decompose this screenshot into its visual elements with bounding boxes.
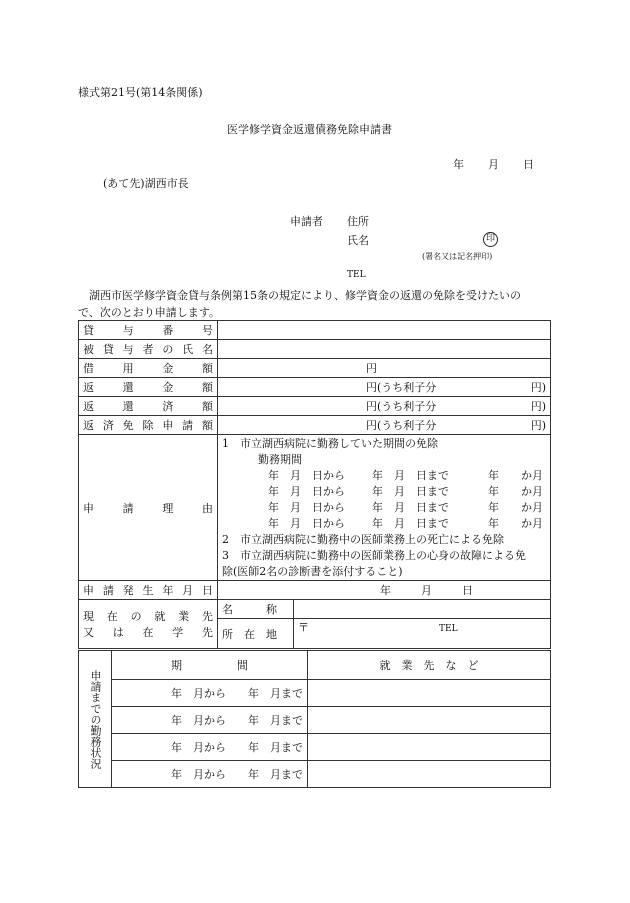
loan-number-field[interactable] (218, 321, 551, 340)
work-place-field[interactable] (308, 707, 551, 734)
yen-close: 円) (530, 419, 546, 432)
borrower-name-field[interactable] (218, 340, 551, 359)
period-row: 年 月 日から 年 月 日まで 年 か月 (268, 469, 543, 482)
reason-field[interactable] (218, 435, 551, 581)
workplace-name-label: 名 称 (218, 600, 294, 619)
work-place-field[interactable] (308, 761, 551, 788)
borrowed-amount-field[interactable] (218, 359, 551, 378)
workplace-address-field[interactable] (294, 619, 551, 649)
exempt-amount-field[interactable] (218, 416, 551, 435)
period-header: 期 間 (112, 651, 308, 680)
date-day: 日 (523, 158, 534, 171)
yen-interest: 円(うち利子分 (366, 381, 437, 394)
applicant-label: 申請者 (290, 215, 323, 228)
period-row: 年 月 日から 年 月 日まで 年 か月 (268, 501, 543, 514)
repaid-amount-label: 返 還 済 額 (79, 397, 218, 416)
address-label: 住所 (347, 215, 369, 228)
repay-amount-field[interactable] (218, 378, 551, 397)
reason-label: 申 請 理 由 (79, 435, 218, 581)
work-history-side-label: 申請までの勤務状況 (79, 651, 112, 788)
workplace-name-field[interactable] (294, 600, 551, 619)
work-history-table (78, 650, 551, 788)
workplace-address-label: 所 在 地 (218, 619, 294, 649)
day-unit: 日 (462, 584, 473, 597)
work-period[interactable]: 年 月から 年 月まで (112, 707, 308, 734)
name-label: 氏名 (347, 234, 369, 247)
yen-interest: 円(うち利子分 (366, 419, 437, 432)
date-month: 月 (488, 158, 499, 171)
page-title: 医学修学資金返還債務免除申請書 (227, 123, 392, 136)
tel-label: TEL (347, 270, 366, 280)
borrower-name-label: 被 貸 与 者 の 氏 名 (79, 340, 218, 359)
work-period[interactable]: 年 月から 年 月まで (112, 680, 308, 707)
repaid-amount-field[interactable] (218, 397, 551, 416)
workplace-tel: TEL (439, 624, 458, 634)
date-year: 年 (453, 158, 464, 171)
workplace-label: 現 在 の 就 業 先 又 は 在 学 先 (79, 600, 218, 649)
loan-number-label: 貸 与 番 号 (79, 321, 218, 340)
reason-item-1: 1 市立湖西病院に勤務していた期間の免除 (222, 437, 438, 450)
sign-note: (署名又は記名押印) (422, 252, 493, 261)
reason-item-2: 2 市立湖西病院に勤務中の医師業務上の死亡による免除 (222, 533, 504, 546)
yen-close: 円) (530, 381, 546, 394)
occurrence-date-field[interactable] (218, 581, 551, 600)
work-period[interactable]: 年 月から 年 月まで (112, 734, 308, 761)
form-number: 様式第21号(第14条関係) (78, 86, 203, 99)
occurrence-date-label: 申 請 発 生 年 月 日 (79, 581, 218, 600)
repay-amount-label: 返 還 金 額 (79, 378, 218, 397)
reason-item-3: 3 市立湖西病院に勤務中の医師業務上の心身の故障による免 (222, 549, 526, 562)
seal-icon: 印 (483, 232, 498, 247)
period-label: 勤務期間 (258, 453, 302, 466)
work-period[interactable]: 年 月から 年 月まで (112, 761, 308, 788)
addressee: (あて先)湖西市長 (103, 177, 189, 190)
month-unit: 月 (421, 584, 432, 597)
intro-line-1: 湖西市医学修学資金貸与条例第15条の規定により、修学資金の返還の免除を受けたいの (89, 289, 521, 302)
intro-line-2: で、次のとおり申請します。 (78, 306, 220, 319)
postal-mark: 〒 (298, 621, 309, 634)
year-unit: 年 (380, 584, 391, 597)
yen-interest: 円(うち利子分 (366, 400, 437, 413)
exempt-amount-label: 返 済 免 除 申 請 額 (79, 416, 218, 435)
application-table (78, 320, 551, 649)
work-place-field[interactable] (308, 734, 551, 761)
yen-unit: 円 (366, 362, 377, 375)
workplace-header: 就 業 先 な ど (308, 651, 551, 680)
period-row: 年 月 日から 年 月 日まで 年 か月 (268, 485, 543, 498)
yen-close: 円) (530, 400, 546, 413)
work-place-field[interactable] (308, 680, 551, 707)
reason-item-3b: 除(医師2名の診断書を添付すること) (222, 565, 403, 578)
borrowed-amount-label: 借 用 金 額 (79, 359, 218, 378)
period-row: 年 月 日から 年 月 日まで 年 か月 (268, 517, 543, 530)
